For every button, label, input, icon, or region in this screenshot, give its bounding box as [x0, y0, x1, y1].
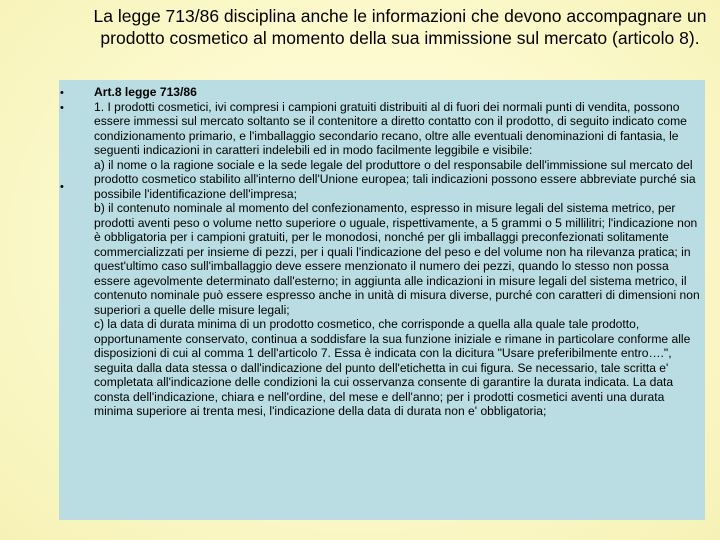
article-text [94, 85, 700, 419]
bullet-marker: • [60, 102, 64, 114]
article-heading: Art.8 legge 713/86 [94, 85, 197, 99]
article-paragraph-2: a) il nome o la ragione sociale e la sede legale del produttore o del responsabile dell'immissione sul mercato del prodotto cosmetico stabilito all'interno dell'Unione europea; tali indicazioni possono essere abbreviate purché sia possibile l'identificazione dell'impresa; b) il contenuto nominale al momento del confezionamento, espresso in misure legali del sistema metrico, per prodotti aventi peso o volume netto superiore o uguale, rispettivamente, a 5 grammi o 5 millilitri; l'indicazione non è obbligatoria per i campioni gratuiti, per le monodosi, nonché per gli imballaggi preconfezionati solitamente commercializzati per insieme di pezzi, per i quali l'indicazione del peso e del volume non ha rilevanza pratica; in quest'ultimo caso sull'imballaggio deve essere menzionato il numero dei pezzi, quando lo stesso non possa essere agevolmente determinato dall'esterno; in aggiunta alle indicazioni in misure legali del sistema metrico, il contenuto nominale può essere espresso anche in unità di misura diverse, purché con caratteri di dimensioni non superiori a quelle delle misure legali; c) la data di durata minima di un prodotto cosmetico, che corrisponde a quella alla quale tale prodotto, opportunamente conservato, continua a soddisfare la sua funzione iniziale e rimane in particolare conforme alle disposizioni di cui al comma 1 dell'articolo 7. Essa è indicata con la dicitura "Usare preferibilmente entro….", seguita dalla data stessa o dall'indicazione del punto dell'etichetta in cui figura. Se necessario, tale scritta e' completata all'indicazione delle condizioni la cui osservanza consente di garantire la durata indicata. La data consta dell'indicazione, chiara e nell'ordine, del mese e dell'anno; per i prodotti cosmetici aventi una durata minima superiore ai trenta mesi, l'indicazione della data di durata non e' obbligatoria; [94, 157, 700, 418]
slide-title: La legge 713/86 disciplina anche le informazioni che devono accompagnare un prodotto cosmetico al momento della sua immissione sul mercato (articolo 8). [93, 6, 707, 48]
bullet-marker: • [60, 181, 64, 193]
article-paragraph-1: 1. I prodotti cosmetici, ivi compresi i campioni gratuiti distribuiti al di fuori dei normali punti di vendita, possono essere immessi sul mercato soltanto se il contenitore a diretto contatto con il prodotto, di seguito indicato come condizionamento primario, e l'imballaggio secondario recano, oltre alle eventuali denominazioni di fantasia, le seguenti indicazioni in caratteri indelebili ed in modo facilmente leggibile e visibile: [94, 99, 687, 157]
bullet-marker: • [60, 87, 64, 99]
